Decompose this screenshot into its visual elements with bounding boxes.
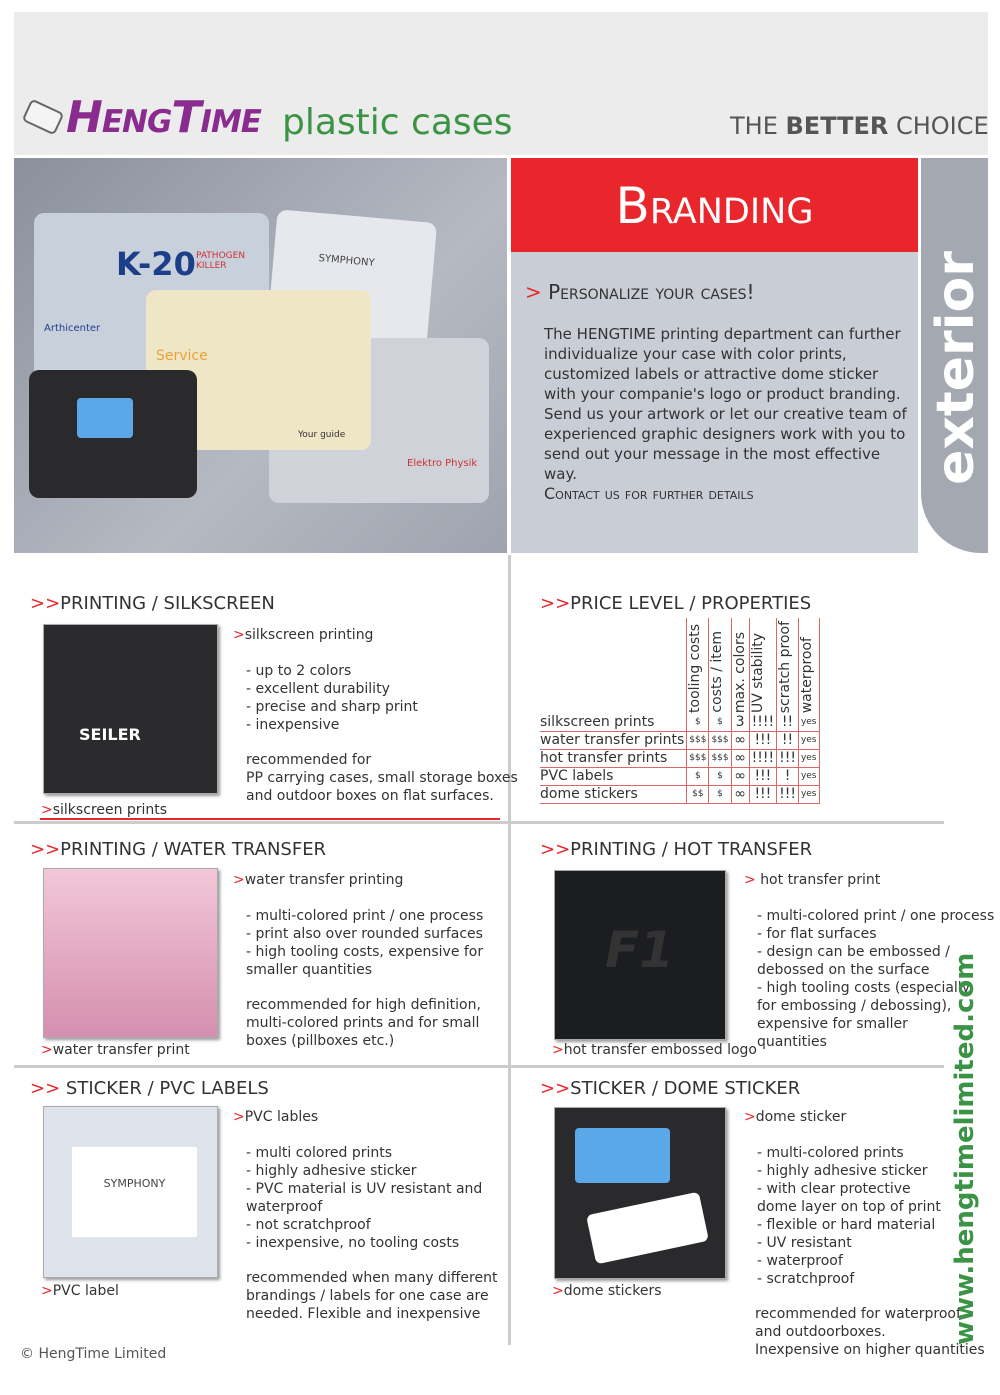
table-cell: !!!! bbox=[749, 713, 776, 731]
row-label: dome stickers bbox=[540, 785, 687, 803]
section-body: - multi colored prints - highly adhesive sticker - PVC material is UV resistant and waterproof - not scratchproof - inexpensive, no tooling costs bbox=[246, 1145, 483, 1251]
hot-transfer-image: F1 bbox=[554, 870, 726, 1040]
section-recommendation: recommended for high definition, multi-colored prints and for small boxes (pillboxes etc.) bbox=[246, 997, 481, 1049]
image-caption: silkscreen prints bbox=[52, 802, 168, 818]
silkscreen-image: SEILER bbox=[43, 624, 218, 794]
table-cell: yes bbox=[798, 749, 819, 767]
hero-image bbox=[14, 158, 507, 553]
row-divider bbox=[14, 1065, 944, 1068]
table-cell: !! bbox=[777, 713, 799, 731]
row-label: hot transfer prints bbox=[540, 749, 687, 767]
table-cell: ∞ bbox=[731, 731, 749, 749]
image-caption: hot transfer embossed logo bbox=[563, 1042, 757, 1058]
section-recommendation: recommended for PP carrying cases, small storage boxes and outdoor boxes on flat surfaces. bbox=[246, 752, 518, 804]
table-cell: !! bbox=[777, 731, 799, 749]
branding-body: The HENGTIME printing department can further individualize your case with color prints, customized labels or attractive dome sticker with your companie's logo or product branding. Send us your artwork or let our creative team of experienced graphic designers work with you to send out your message in the most effective way. bbox=[544, 325, 907, 483]
exterior-strip: exterior bbox=[921, 158, 988, 553]
row-label: water transfer prints bbox=[540, 731, 687, 749]
table-row bbox=[540, 731, 819, 749]
table-cell: $ bbox=[687, 767, 709, 785]
section-head: PVC lables bbox=[244, 1109, 319, 1125]
section-body: - multi-colored print / one process - for flat surfaces - design can be embossed / debossed on the surface - high tooling costs (especially for embossing / debossing), expensive for smaller quantities bbox=[757, 908, 995, 1050]
image-caption: water transfer print bbox=[52, 1042, 190, 1058]
table-cell: ∞ bbox=[731, 767, 749, 785]
section-body: - multi-colored print / one process - print also over rounded surfaces - high tooling costs, expensive for smaller quantities bbox=[246, 908, 484, 978]
branding-subtitle: Personalize your cases! bbox=[548, 280, 755, 304]
col-header: tooling costs bbox=[687, 618, 709, 713]
table-cell: yes bbox=[798, 713, 819, 731]
row-divider bbox=[14, 821, 944, 824]
section-title-water-transfer: >>PRINTING / WATER TRANSFER bbox=[30, 839, 327, 860]
branding-panel: > Personalize your cases! The HENGTIME printing department can further individualize your case with color prints, customized labels or attractive dome sticker with your companie's logo or product branding. Send us your artwork or let our creative team of experienced graphic designers work with you to send out your message in the most effective way. Contact us for further details bbox=[511, 252, 918, 553]
red-underline bbox=[40, 818, 500, 820]
table-cell: !!! bbox=[749, 785, 776, 803]
table-cell: $ bbox=[687, 713, 709, 731]
service-case-image: Service Your guide bbox=[146, 290, 371, 450]
section-title-dome: >>STICKER / DOME STICKER bbox=[540, 1078, 801, 1099]
table-cell: ! bbox=[777, 767, 799, 785]
table-cell: yes bbox=[798, 785, 819, 803]
table-cell: $$$ bbox=[687, 749, 709, 767]
table-cell: $$$ bbox=[687, 731, 709, 749]
black-case-image bbox=[29, 370, 197, 498]
table-cell: yes bbox=[798, 731, 819, 749]
table-cell: $$$ bbox=[709, 731, 731, 749]
contact-link[interactable]: Contact us for further details bbox=[544, 484, 754, 503]
row-label: PVC labels bbox=[540, 767, 687, 785]
section-title-hot-transfer: >>PRINTING / HOT TRANSFER bbox=[540, 839, 813, 860]
section-title-pvc: >> STICKER / PVC LABELS bbox=[30, 1078, 269, 1099]
table-row bbox=[540, 785, 819, 803]
table-cell: ∞ bbox=[731, 785, 749, 803]
column-divider bbox=[508, 555, 511, 1345]
tagline: THE BETTER CHOICE bbox=[730, 112, 989, 140]
table-row bbox=[540, 749, 819, 767]
k20-case-image: K-20 PATHOGEN KILLER Arthicenter bbox=[34, 213, 269, 383]
section-title-silkscreen: >>PRINTING / SILKSCREEN bbox=[30, 593, 275, 614]
elektro-case-image: Elektro Physik bbox=[269, 338, 489, 503]
table-cell: $ bbox=[709, 767, 731, 785]
section-head: water transfer printing bbox=[244, 872, 404, 888]
table-row bbox=[540, 713, 819, 731]
brand-subtitle: plastic cases bbox=[282, 102, 513, 143]
section-head: silkscreen printing bbox=[244, 627, 374, 643]
website-url[interactable]: www.hengtimelimited.com bbox=[950, 952, 980, 1345]
dome-sticker-image bbox=[554, 1107, 726, 1279]
image-caption: dome stickers bbox=[563, 1283, 662, 1299]
price-table: tooling costs costs / item max. colors UV stability scratch proof waterproof silkscreen prints $ $ 3 !!!! !! yes water transfer prints $$$ $$$ ∞ !!! !! yes hot transfer prints $$$ $$$ ∞ !!!! !!! yes PVC labels $ $ ∞ !!! ! yes dome stickers $$ $ ∞ !!! !!! yes bbox=[540, 618, 820, 804]
table-cell: !!!! bbox=[749, 749, 776, 767]
table-cell: 3 bbox=[731, 713, 749, 731]
table-cell: yes bbox=[798, 767, 819, 785]
table-cell: $ bbox=[709, 785, 731, 803]
section-recommendation: recommended when many different brandings / labels for one case are needed. Flexible and inexpensive bbox=[246, 1270, 498, 1322]
branding-title: Branding bbox=[511, 158, 918, 252]
section-body: - multi-colored prints - highly adhesive sticker - with clear protective dome layer on top of print - flexible or hard material - UV resistant - waterproof - scratchproof bbox=[757, 1145, 941, 1287]
symphony-case-image: SYMPHONY bbox=[267, 209, 437, 347]
row-label: silkscreen prints bbox=[540, 713, 687, 731]
table-cell: !!! bbox=[777, 749, 799, 767]
section-head: hot transfer print bbox=[760, 872, 881, 888]
table-cell: !!! bbox=[777, 785, 799, 803]
table-cell: !!! bbox=[749, 731, 776, 749]
table-cell: $$ bbox=[687, 785, 709, 803]
table-row bbox=[540, 767, 819, 785]
section-head: dome sticker bbox=[755, 1109, 847, 1125]
table-cell: $$$ bbox=[709, 749, 731, 767]
table-cell: $ bbox=[709, 713, 731, 731]
table-cell: !!! bbox=[749, 767, 776, 785]
pvc-label-image: SYMPHONY bbox=[43, 1106, 218, 1278]
image-caption: PVC label bbox=[52, 1283, 119, 1299]
section-title-price: >>PRICE LEVEL / PROPERTIES bbox=[540, 593, 812, 614]
table-cell: ∞ bbox=[731, 749, 749, 767]
section-body: - up to 2 colors - excellent durability - precise and sharp print - inexpensive bbox=[246, 663, 418, 733]
copyright: © HengTime Limited bbox=[20, 1346, 167, 1362]
brand-logo: HengTime bbox=[66, 92, 261, 143]
water-transfer-image bbox=[43, 868, 218, 1038]
section-recommendation: recommended for waterproof and outdoorboxes. Inexpensive on higher quantities bbox=[755, 1306, 985, 1358]
case-logo-icon bbox=[20, 98, 66, 138]
